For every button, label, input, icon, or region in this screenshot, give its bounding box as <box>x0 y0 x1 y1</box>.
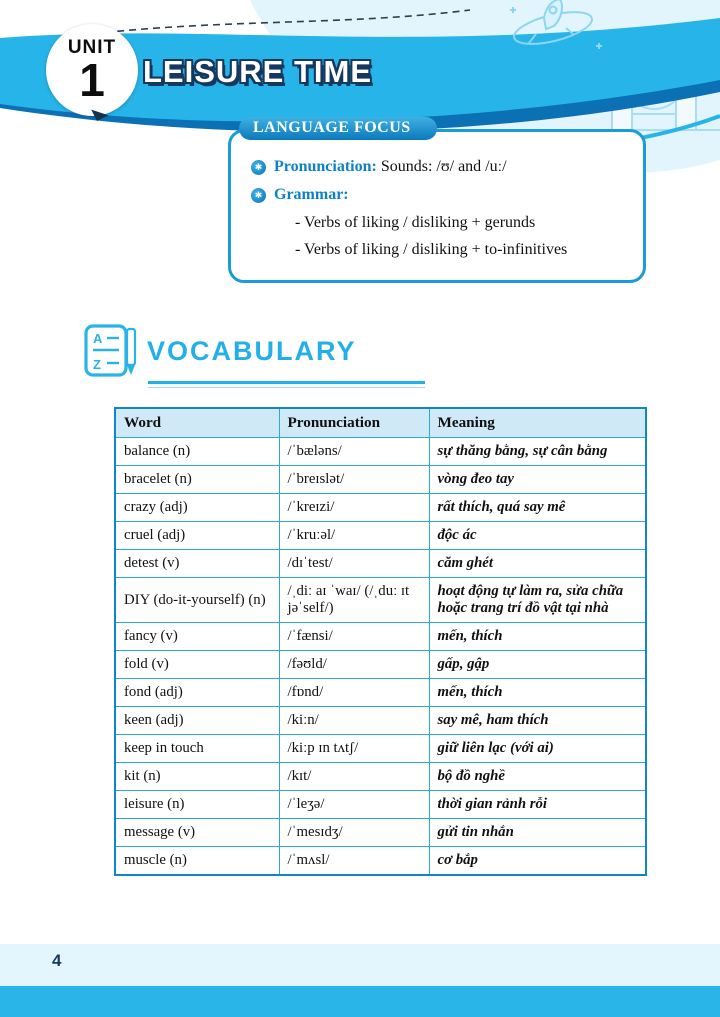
word-cell: detest (v) <box>115 550 279 578</box>
pronunciation-cell: /ˈkreɪzi/ <box>279 494 429 522</box>
grammar-point: - Verbs of liking / disliking + to-infinitives <box>295 241 568 258</box>
column-header-pronunciation: Pronunciation <box>279 408 429 438</box>
page-number: 4 <box>52 951 62 970</box>
star-bullet-icon: ✱ <box>251 160 266 175</box>
table-row <box>115 494 646 522</box>
word-cell: DIY (do-it-yourself) (n) <box>115 578 279 623</box>
vocabulary-underline-light <box>148 387 425 388</box>
unit-label: UNIT <box>67 37 117 59</box>
svg-text:Z: Z <box>93 357 101 372</box>
table-row <box>115 578 646 623</box>
meaning-cell: giữ liên lạc (với ai) <box>429 735 646 763</box>
star-bullet-icon: ✱ <box>251 188 266 203</box>
vocabulary-underline <box>148 381 425 384</box>
word-cell: message (v) <box>115 819 279 847</box>
word-cell: leisure (n) <box>115 791 279 819</box>
column-header-meaning: Meaning <box>429 408 646 438</box>
pronunciation-cell: /ˌdiː aɪ ˈwaɪ/ (/ˌduː ɪt jəˈself/) <box>279 578 429 623</box>
word-cell: keen (adj) <box>115 707 279 735</box>
meaning-cell: mến, thích <box>429 679 646 707</box>
language-focus-label: LANGUAGE FOCUS <box>239 117 437 140</box>
unit-number: 1 <box>79 54 105 107</box>
pronunciation-cell: /ˈkruːəl/ <box>279 522 429 550</box>
language-focus-box <box>228 119 646 283</box>
meaning-cell: say mê, ham thích <box>429 707 646 735</box>
footer-blue-band <box>0 986 720 1017</box>
unit-title: LEISURE TIME <box>143 54 373 89</box>
word-cell: kit (n) <box>115 763 279 791</box>
word-cell: balance (n) <box>115 438 279 466</box>
table-row <box>115 522 646 550</box>
table-row <box>115 438 646 466</box>
table-row <box>115 791 646 819</box>
meaning-cell: mến, thích <box>429 623 646 651</box>
meaning-cell: gửi tin nhắn <box>429 819 646 847</box>
meaning-cell: cơ bắp <box>429 847 646 876</box>
word-cell: bracelet (n) <box>115 466 279 494</box>
pronunciation-cell: /dɪˈtest/ <box>279 550 429 578</box>
table-row <box>115 466 646 494</box>
pronunciation-line <box>251 158 631 176</box>
table-row <box>115 707 646 735</box>
meaning-cell: sự thăng bằng, sự cân bằng <box>429 438 646 466</box>
pronunciation-cell: /ˈfænsi/ <box>279 623 429 651</box>
vocabulary-notebook-icon <box>84 321 138 379</box>
grammar-line <box>251 186 631 204</box>
word-cell: cruel (adj) <box>115 522 279 550</box>
table-header-row <box>115 408 646 438</box>
table-row <box>115 735 646 763</box>
table-row <box>115 763 646 791</box>
svg-text:A: A <box>93 331 103 346</box>
pronunciation-cell: /ˈmesɪdʒ/ <box>279 819 429 847</box>
meaning-cell: thời gian rảnh rỗi <box>429 791 646 819</box>
table-row <box>115 651 646 679</box>
meaning-cell: hoạt động tự làm ra, sửa chữa hoặc trang trí đồ vật tại nhà <box>429 578 646 623</box>
column-header-word: Word <box>115 408 279 438</box>
table-row <box>115 623 646 651</box>
grammar-label: Grammar: <box>274 186 349 203</box>
word-cell: fond (adj) <box>115 679 279 707</box>
pronunciation-cell: /kɪt/ <box>279 763 429 791</box>
pronunciation-cell: /kiːn/ <box>279 707 429 735</box>
table-row <box>115 679 646 707</box>
language-focus-body <box>231 132 643 259</box>
word-cell: fold (v) <box>115 651 279 679</box>
pronunciation-cell: /ˈbreɪslət/ <box>279 466 429 494</box>
word-cell: fancy (v) <box>115 623 279 651</box>
meaning-cell: vòng đeo tay <box>429 466 646 494</box>
vocabulary-title: VOCABULARY <box>147 336 357 366</box>
word-cell: crazy (adj) <box>115 494 279 522</box>
meaning-cell: căm ghét <box>429 550 646 578</box>
vocabulary-table <box>114 407 647 876</box>
meaning-cell: độc ác <box>429 522 646 550</box>
table-row <box>115 819 646 847</box>
pronunciation-label: Pronunciation: <box>274 158 377 175</box>
pronunciation-cell: /fəʊld/ <box>279 651 429 679</box>
pronunciation-cell: /ˈmʌsl/ <box>279 847 429 876</box>
pronunciation-cell: /ˈbæləns/ <box>279 438 429 466</box>
pronunciation-cell: /ˈleʒə/ <box>279 791 429 819</box>
pronunciation-cell: /fɒnd/ <box>279 679 429 707</box>
meaning-cell: bộ đồ nghề <box>429 763 646 791</box>
word-cell: muscle (n) <box>115 847 279 876</box>
meaning-cell: rất thích, quá say mê <box>429 494 646 522</box>
table-row <box>115 550 646 578</box>
unit-badge <box>46 24 138 116</box>
word-cell: keep in touch <box>115 735 279 763</box>
pronunciation-cell: /kiːp ɪn tʌtʃ/ <box>279 735 429 763</box>
meaning-cell: gấp, gập <box>429 651 646 679</box>
pronunciation-text: Sounds: /ʊ/ and /uː/ <box>380 158 507 175</box>
footer-light-band <box>0 944 720 988</box>
pencil-icon <box>127 329 135 375</box>
table-row <box>115 847 646 876</box>
grammar-point: - Verbs of liking / disliking + gerunds <box>295 214 536 231</box>
